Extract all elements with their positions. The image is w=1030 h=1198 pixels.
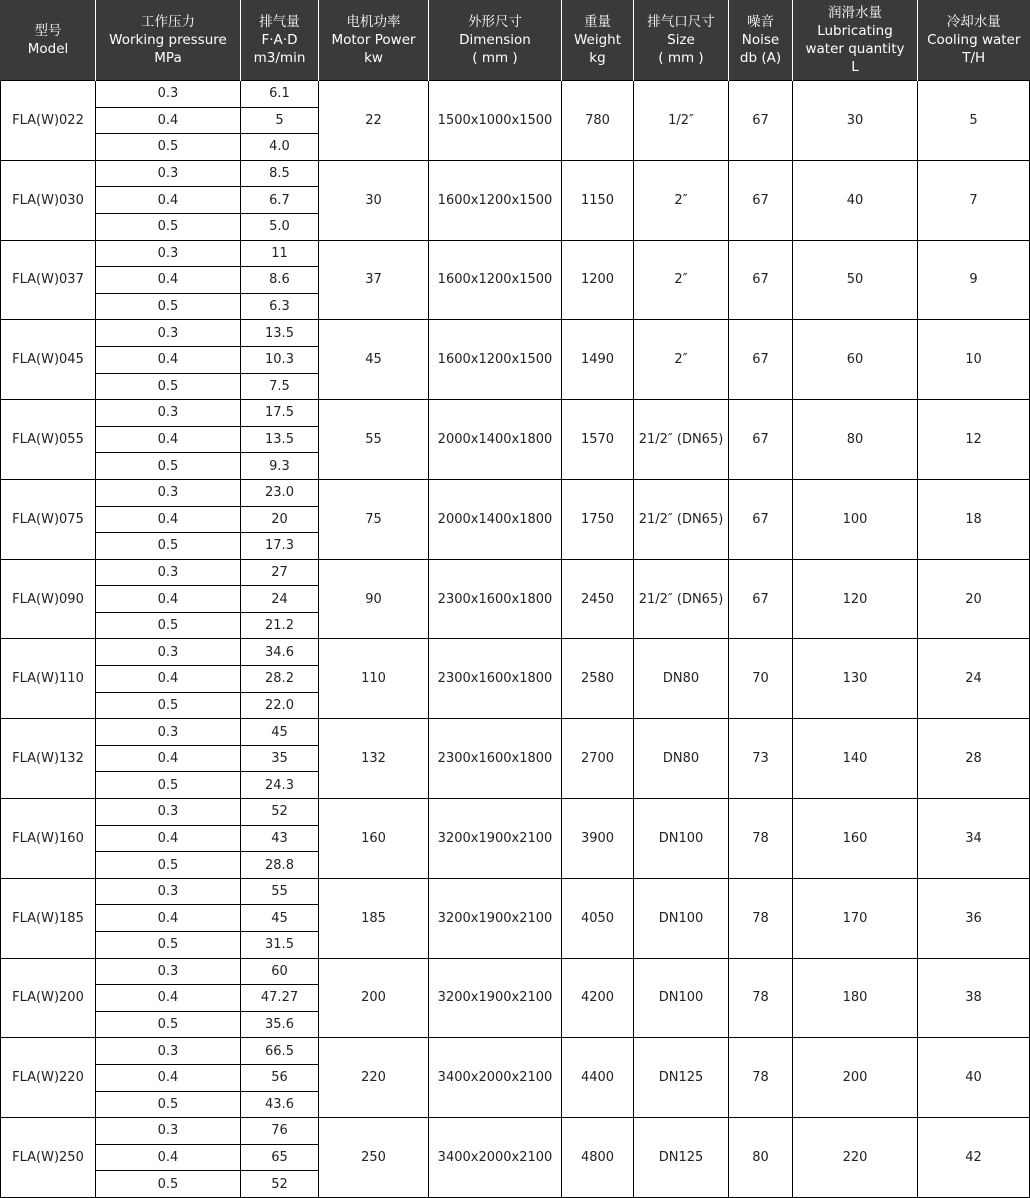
weight-cell: 3900 (562, 799, 634, 879)
model-cell: FLA(W)090 (1, 559, 96, 639)
fad-cell: 9.3 (241, 453, 319, 480)
table-row (1, 958, 1030, 985)
table-row (1, 878, 1030, 905)
motor-power-cell: 160 (319, 799, 429, 879)
noise-cell: 67 (729, 559, 793, 639)
table-header (1, 0, 1030, 81)
motor-power-cell: 185 (319, 878, 429, 958)
cooling-water-cell: 40 (918, 1038, 1030, 1118)
table-row (1, 479, 1030, 506)
fad-cell: 6.7 (241, 187, 319, 214)
weight-cell: 1200 (562, 240, 634, 320)
pressure-cell: 0.4 (96, 1064, 241, 1091)
fad-cell: 6.1 (241, 81, 319, 108)
fad-cell: 34.6 (241, 639, 319, 666)
header-noise-line: 噪音 (747, 14, 774, 30)
fad-cell: 17.3 (241, 533, 319, 560)
table-row (1, 1038, 1030, 1065)
table-row (1, 639, 1030, 666)
lubricating-cell: 140 (793, 719, 918, 799)
fad-cell: 8.6 (241, 267, 319, 294)
dimension-cell: 3200x1900x2100 (429, 958, 562, 1038)
fad-cell: 23.0 (241, 479, 319, 506)
fad-cell: 66.5 (241, 1038, 319, 1065)
fad-cell: 24.3 (241, 772, 319, 799)
model-cell: FLA(W)075 (1, 479, 96, 559)
motor-power-cell: 37 (319, 240, 429, 320)
fad-cell: 24 (241, 586, 319, 613)
fad-cell: 13.5 (241, 426, 319, 453)
model-cell: FLA(W)055 (1, 400, 96, 480)
lubricating-cell: 130 (793, 639, 918, 719)
outlet-size-cell: 2″ (634, 320, 729, 400)
pressure-cell: 0.4 (96, 506, 241, 533)
model-cell: FLA(W)160 (1, 799, 96, 879)
noise-cell: 73 (729, 719, 793, 799)
outlet-size-cell: DN100 (634, 878, 729, 958)
fad-cell: 56 (241, 1064, 319, 1091)
motor-power-cell: 22 (319, 81, 429, 161)
fad-cell: 43.6 (241, 1091, 319, 1118)
noise-cell: 67 (729, 160, 793, 240)
model-cell: FLA(W)037 (1, 240, 96, 320)
pressure-cell: 0.4 (96, 586, 241, 613)
pressure-cell: 0.5 (96, 533, 241, 560)
motor-power-cell: 75 (319, 479, 429, 559)
cooling-water-cell: 18 (918, 479, 1030, 559)
lubricating-cell: 170 (793, 878, 918, 958)
pressure-cell: 0.4 (96, 985, 241, 1012)
cooling-water-cell: 28 (918, 719, 1030, 799)
dimension-cell: 3400x2000x2100 (429, 1118, 562, 1198)
pressure-cell: 0.3 (96, 878, 241, 905)
pressure-cell: 0.3 (96, 719, 241, 746)
noise-cell: 67 (729, 479, 793, 559)
fad-cell: 45 (241, 905, 319, 932)
header-cooling-line: Cooling water (927, 32, 1021, 48)
table-row (1, 719, 1030, 746)
table-row (1, 1118, 1030, 1145)
lubricating-cell: 60 (793, 320, 918, 400)
motor-power-cell: 250 (319, 1118, 429, 1198)
header-weight-line: 重量 (584, 14, 611, 30)
outlet-size-cell: 2″ (634, 160, 729, 240)
header-power (319, 0, 429, 81)
model-cell: FLA(W)250 (1, 1118, 96, 1198)
lubricating-cell: 160 (793, 799, 918, 879)
model-cell: FLA(W)022 (1, 81, 96, 161)
noise-cell: 67 (729, 320, 793, 400)
outlet-size-cell: 21/2″ (DN65) (634, 479, 729, 559)
fad-cell: 52 (241, 799, 319, 826)
lubricating-cell: 180 (793, 958, 918, 1038)
header-model (1, 0, 96, 81)
dimension-cell: 2300x1600x1800 (429, 719, 562, 799)
pressure-cell: 0.5 (96, 772, 241, 799)
pressure-cell: 0.3 (96, 81, 241, 108)
cooling-water-cell: 9 (918, 240, 1030, 320)
cooling-water-cell: 12 (918, 400, 1030, 480)
fad-cell: 47.27 (241, 985, 319, 1012)
motor-power-cell: 220 (319, 1038, 429, 1118)
outlet-size-cell: 2″ (634, 240, 729, 320)
header-pressure (96, 0, 241, 81)
noise-cell: 70 (729, 639, 793, 719)
header-lubricating-line: Lubricating (817, 23, 893, 39)
weight-cell: 2700 (562, 719, 634, 799)
fad-cell: 13.5 (241, 320, 319, 347)
header-fad (241, 0, 319, 81)
table-row (1, 81, 1030, 108)
fad-cell: 28.8 (241, 852, 319, 879)
header-noise (729, 0, 793, 81)
fad-cell: 6.3 (241, 293, 319, 320)
fad-cell: 4.0 (241, 134, 319, 161)
header-fad-line: 排气量 (259, 14, 300, 30)
motor-power-cell: 90 (319, 559, 429, 639)
pressure-cell: 0.3 (96, 400, 241, 427)
model-cell: FLA(W)200 (1, 958, 96, 1038)
outlet-size-cell: DN100 (634, 958, 729, 1038)
header-cooling-line: 冷却水量 (946, 14, 1001, 30)
pressure-cell: 0.5 (96, 1091, 241, 1118)
header-pressure-line: Working pressure (109, 32, 227, 48)
fad-cell: 8.5 (241, 160, 319, 187)
lubricating-cell: 40 (793, 160, 918, 240)
table-body (1, 81, 1030, 1198)
header-size-line: Size (667, 32, 695, 48)
noise-cell: 67 (729, 81, 793, 161)
cooling-water-cell: 34 (918, 799, 1030, 879)
header-fad-line: m3/min (253, 50, 306, 66)
weight-cell: 4200 (562, 958, 634, 1038)
model-cell: FLA(W)185 (1, 878, 96, 958)
fad-cell: 5.0 (241, 213, 319, 240)
header-cooling-line: T/H (962, 50, 986, 66)
lubricating-cell: 200 (793, 1038, 918, 1118)
pressure-cell: 0.3 (96, 479, 241, 506)
dimension-cell: 3200x1900x2100 (429, 799, 562, 879)
model-cell: FLA(W)110 (1, 639, 96, 719)
pressure-cell: 0.3 (96, 240, 241, 267)
pressure-cell: 0.5 (96, 1171, 241, 1198)
fad-cell: 65 (241, 1144, 319, 1171)
dimension-cell: 2000x1400x1800 (429, 479, 562, 559)
lubricating-cell: 50 (793, 240, 918, 320)
pressure-cell: 0.5 (96, 373, 241, 400)
header-size (634, 0, 729, 81)
header-lubricating-line: L (851, 59, 859, 75)
outlet-size-cell: 1/2″ (634, 81, 729, 161)
motor-power-cell: 45 (319, 320, 429, 400)
header-dimension (429, 0, 562, 81)
pressure-cell: 0.4 (96, 267, 241, 294)
fad-cell: 27 (241, 559, 319, 586)
lubricating-cell: 220 (793, 1118, 918, 1198)
cooling-water-cell: 24 (918, 639, 1030, 719)
header-weight-line: kg (589, 50, 606, 66)
weight-cell: 4400 (562, 1038, 634, 1118)
dimension-cell: 3400x2000x2100 (429, 1038, 562, 1118)
model-cell: FLA(W)220 (1, 1038, 96, 1118)
pressure-cell: 0.5 (96, 134, 241, 161)
pressure-cell: 0.3 (96, 320, 241, 347)
header-lubricating-line: 润滑水量 (828, 5, 882, 21)
dimension-cell: 2300x1600x1800 (429, 639, 562, 719)
header-size-line: ( mm ) (658, 50, 704, 66)
table-row (1, 240, 1030, 267)
pressure-cell: 0.4 (96, 187, 241, 214)
motor-power-cell: 30 (319, 160, 429, 240)
model-cell: FLA(W)132 (1, 719, 96, 799)
fad-cell: 10.3 (241, 346, 319, 373)
header-fad-line: F·A·D (261, 32, 298, 48)
pressure-cell: 0.5 (96, 612, 241, 639)
fad-cell: 22.0 (241, 692, 319, 719)
motor-power-cell: 55 (319, 400, 429, 480)
pressure-cell: 0.4 (96, 107, 241, 134)
outlet-size-cell: DN125 (634, 1118, 729, 1198)
noise-cell: 78 (729, 958, 793, 1038)
header-model-line: 型号 (34, 23, 62, 39)
fad-cell: 45 (241, 719, 319, 746)
fad-cell: 5 (241, 107, 319, 134)
pressure-cell: 0.5 (96, 852, 241, 879)
pressure-cell: 0.5 (96, 213, 241, 240)
pressure-cell: 0.5 (96, 293, 241, 320)
fad-cell: 21.2 (241, 612, 319, 639)
cooling-water-cell: 7 (918, 160, 1030, 240)
table-row (1, 559, 1030, 586)
fad-cell: 76 (241, 1118, 319, 1145)
fad-cell: 31.5 (241, 932, 319, 959)
header-noise-line: Noise (741, 32, 780, 48)
pressure-cell: 0.3 (96, 639, 241, 666)
weight-cell: 2580 (562, 639, 634, 719)
pressure-cell: 0.4 (96, 426, 241, 453)
noise-cell: 78 (729, 799, 793, 879)
pressure-cell: 0.5 (96, 692, 241, 719)
header-power-line: Motor Power (331, 32, 416, 48)
pressure-cell: 0.4 (96, 1144, 241, 1171)
fad-cell: 35 (241, 745, 319, 772)
header-cooling (918, 0, 1030, 81)
header-model-line: Model (27, 41, 69, 57)
pressure-cell: 0.4 (96, 666, 241, 693)
header-noise-line: db (A) (739, 50, 782, 66)
outlet-size-cell: 21/2″ (DN65) (634, 400, 729, 480)
cooling-water-cell: 10 (918, 320, 1030, 400)
pressure-cell: 0.3 (96, 958, 241, 985)
pressure-cell: 0.4 (96, 825, 241, 852)
dimension-cell: 1600x1200x1500 (429, 160, 562, 240)
header-dimension-line: Dimension (459, 32, 531, 48)
weight-cell: 1570 (562, 400, 634, 480)
fad-cell: 28.2 (241, 666, 319, 693)
pressure-cell: 0.3 (96, 1038, 241, 1065)
noise-cell: 67 (729, 400, 793, 480)
header-power-line: 电机功率 (346, 14, 401, 30)
lubricating-cell: 80 (793, 400, 918, 480)
fad-cell: 52 (241, 1171, 319, 1198)
pressure-cell: 0.5 (96, 453, 241, 480)
motor-power-cell: 132 (319, 719, 429, 799)
noise-cell: 80 (729, 1118, 793, 1198)
pressure-cell: 0.3 (96, 799, 241, 826)
header-weight (562, 0, 634, 81)
fad-cell: 20 (241, 506, 319, 533)
model-cell: FLA(W)030 (1, 160, 96, 240)
header-lubricating (793, 0, 918, 81)
pressure-cell: 0.5 (96, 932, 241, 959)
outlet-size-cell: DN80 (634, 719, 729, 799)
dimension-cell: 1600x1200x1500 (429, 240, 562, 320)
weight-cell: 1750 (562, 479, 634, 559)
header-weight-line: Weight (573, 32, 622, 48)
model-cell: FLA(W)045 (1, 320, 96, 400)
header-pressure-line: 工作压力 (141, 14, 195, 30)
cooling-water-cell: 5 (918, 81, 1030, 161)
cooling-water-cell: 36 (918, 878, 1030, 958)
outlet-size-cell: DN80 (634, 639, 729, 719)
header-dimension-line: 外形尺寸 (468, 14, 522, 30)
weight-cell: 1150 (562, 160, 634, 240)
motor-power-cell: 200 (319, 958, 429, 1038)
dimension-cell: 3200x1900x2100 (429, 878, 562, 958)
lubricating-cell: 120 (793, 559, 918, 639)
header-row (1, 0, 1030, 81)
pressure-cell: 0.3 (96, 160, 241, 187)
table-row (1, 160, 1030, 187)
pressure-cell: 0.4 (96, 346, 241, 373)
table-row (1, 320, 1030, 347)
pressure-cell: 0.3 (96, 1118, 241, 1145)
dimension-cell: 2000x1400x1800 (429, 400, 562, 480)
cooling-water-cell: 38 (918, 958, 1030, 1038)
noise-cell: 78 (729, 1038, 793, 1118)
pressure-cell: 0.3 (96, 559, 241, 586)
outlet-size-cell: 21/2″ (DN65) (634, 559, 729, 639)
weight-cell: 4800 (562, 1118, 634, 1198)
pressure-cell: 0.5 (96, 1011, 241, 1038)
cooling-water-cell: 20 (918, 559, 1030, 639)
fad-cell: 43 (241, 825, 319, 852)
fad-cell: 7.5 (241, 373, 319, 400)
outlet-size-cell: DN125 (634, 1038, 729, 1118)
pressure-cell: 0.4 (96, 905, 241, 932)
header-size-line: 排气口尺寸 (647, 14, 715, 30)
weight-cell: 4050 (562, 878, 634, 958)
fad-cell: 17.5 (241, 400, 319, 427)
pressure-cell: 0.4 (96, 745, 241, 772)
noise-cell: 78 (729, 878, 793, 958)
lubricating-cell: 100 (793, 479, 918, 559)
table-row (1, 799, 1030, 826)
lubricating-cell: 30 (793, 81, 918, 161)
header-pressure-line: MPa (154, 50, 182, 66)
fad-cell: 55 (241, 878, 319, 905)
weight-cell: 2450 (562, 559, 634, 639)
cooling-water-cell: 42 (918, 1118, 1030, 1198)
header-power-line: kw (364, 50, 383, 66)
table-row (1, 400, 1030, 427)
noise-cell: 67 (729, 240, 793, 320)
motor-power-cell: 110 (319, 639, 429, 719)
fad-cell: 60 (241, 958, 319, 985)
fad-cell: 11 (241, 240, 319, 267)
weight-cell: 780 (562, 81, 634, 161)
header-dimension-line: ( mm ) (472, 50, 518, 66)
outlet-size-cell: DN100 (634, 799, 729, 879)
fad-cell: 35.6 (241, 1011, 319, 1038)
dimension-cell: 1500x1000x1500 (429, 81, 562, 161)
header-lubricating-line: water quantity (805, 41, 905, 57)
dimension-cell: 1600x1200x1500 (429, 320, 562, 400)
weight-cell: 1490 (562, 320, 634, 400)
dimension-cell: 2300x1600x1800 (429, 559, 562, 639)
